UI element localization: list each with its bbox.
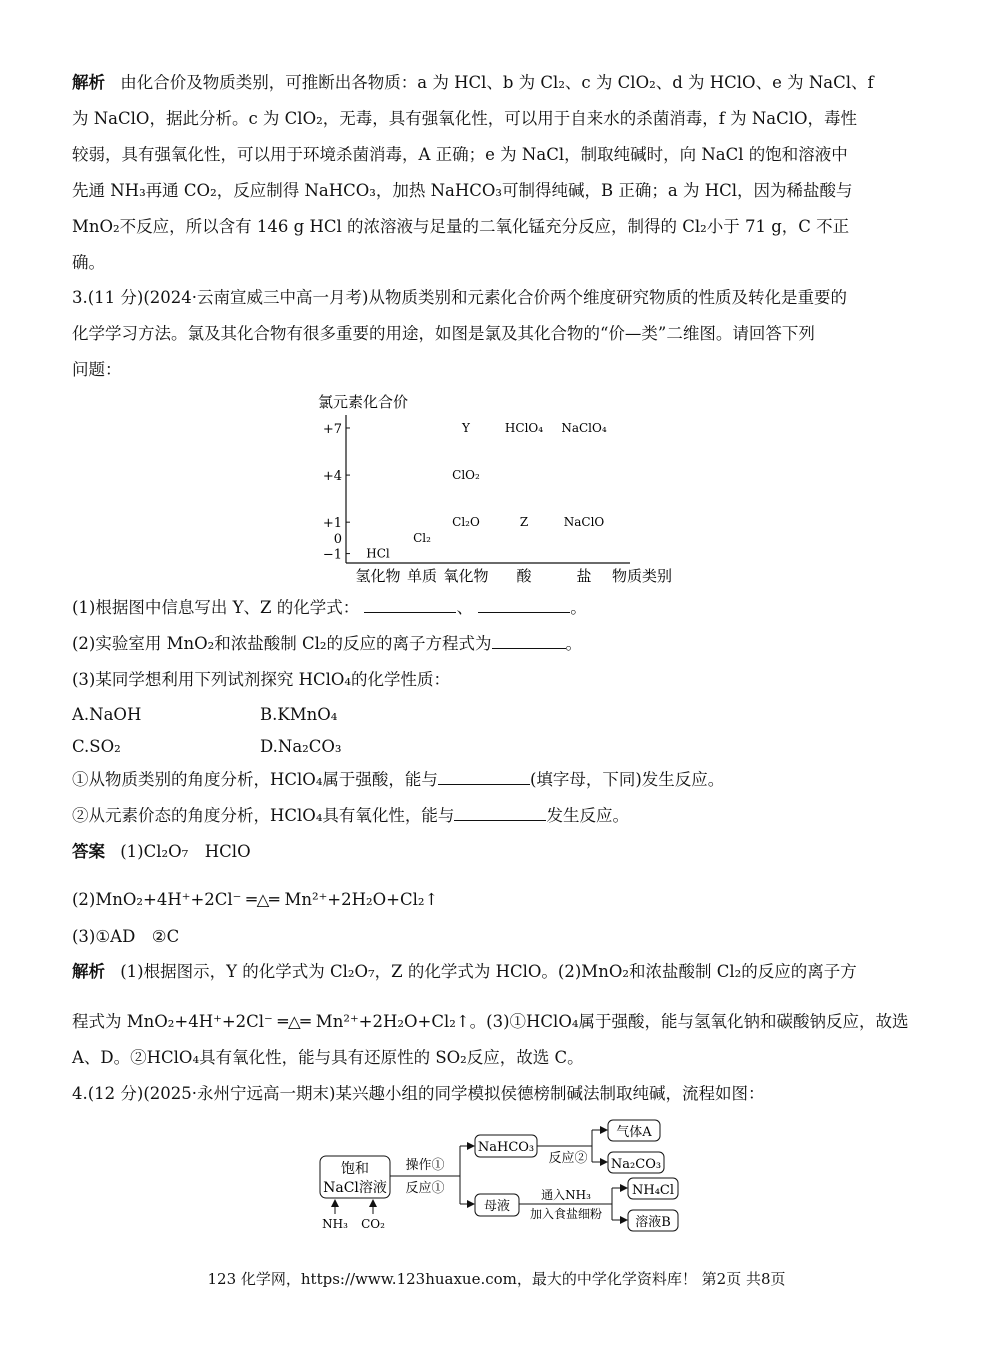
q3-analysis-line-3: A、D。②HClO₄具有氧化性，能与具有还原性的 SO₂反应，故选 C。 bbox=[72, 1048, 584, 1067]
answer-blank-equation[interactable] bbox=[492, 634, 566, 649]
analysis-text: 由化合价及物质类别，可推断出各物质：a 为 HCl、b 为 Cl₂、c 为 ClO₂、d 为 HClO、e 为 NaCl、f bbox=[120, 73, 874, 92]
condition-nh3: 通入NH₃ bbox=[541, 1188, 591, 1202]
analysis-label: 解析 bbox=[72, 73, 105, 92]
analysis-line-1 bbox=[72, 73, 874, 93]
point-label: HClO₄ bbox=[504, 420, 544, 435]
valence-class-chart bbox=[300, 385, 700, 590]
reaction-2: 反应② bbox=[548, 1151, 588, 1166]
q3-sub2-text: ②从元素价态的角度分析，HClO₄具有氧化性，能与 bbox=[72, 806, 455, 825]
chart-ylabel: 氯元素化合价 bbox=[318, 393, 409, 411]
condition-salt: 加入食盐细粉 bbox=[529, 1207, 603, 1221]
nahco3-label: NaHCO₃ bbox=[477, 1140, 535, 1155]
q3-part1 bbox=[72, 598, 587, 618]
y-tick-label: −1 bbox=[322, 547, 342, 563]
na2co3-label: Na₂CO₃ bbox=[610, 1157, 662, 1172]
option-c: C.SO₂ bbox=[72, 737, 121, 756]
q3-sub1-text: ①从物质类别的角度分析，HClO₄属于强酸，能与 bbox=[72, 770, 438, 789]
soda-process-flowchart bbox=[310, 1118, 690, 1236]
q3-analysis-label: 解析 bbox=[72, 962, 105, 981]
x-category-label: 单质 bbox=[406, 567, 438, 585]
point-label: HCl bbox=[366, 546, 390, 561]
answer-blank-y[interactable] bbox=[364, 598, 456, 613]
y-tick-label: +4 bbox=[322, 469, 342, 485]
option-d: D.Na₂CO₃ bbox=[260, 737, 342, 756]
answer-blank-z[interactable] bbox=[478, 598, 570, 613]
y-tick-label: +1 bbox=[322, 516, 342, 532]
q3-answer-line-1 bbox=[72, 842, 251, 862]
nh4cl-label: NH₄Cl bbox=[631, 1183, 675, 1198]
chart-xlabel: 物质类别 bbox=[612, 567, 673, 585]
answer-blank-oxidizer[interactable] bbox=[454, 806, 546, 821]
q3-answer-line-3: (3)①AD ②C bbox=[72, 927, 180, 946]
analysis-line-2: 为 NaClO，据此分析。c 为 ClO₂，无毒，具有强氧化性，可以用于自来水的杀菌消毒，f 为 NaClO，毒性 bbox=[72, 109, 858, 128]
analysis-line-6: 确。 bbox=[72, 253, 105, 272]
q3-part1-end: 。 bbox=[570, 598, 587, 617]
x-category-label: 盐 bbox=[576, 567, 592, 585]
analysis-line-4: 先通 NH₃再通 CO₂，反应制得 NaHCO₃，加热 NaHCO₃可制得纯碱，B 正确；a 为 HCl，因为稀盐酸与 bbox=[72, 181, 853, 200]
q3-part2 bbox=[72, 634, 582, 654]
q3-sub1 bbox=[72, 770, 724, 790]
q3-answer-line-2: (2)MnO₂+4H⁺+2Cl⁻ ═△═ Mn²⁺+2H₂O+Cl₂↑ bbox=[72, 890, 439, 909]
q3-stem-3: 问题： bbox=[72, 360, 122, 379]
x-category-label: 氢化物 bbox=[355, 567, 401, 585]
answer-label: 答案 bbox=[72, 842, 105, 861]
analysis-line-3: 较弱，具有强氧化性，可以用于环境杀菌消毒，A 正确；e 为 NaCl，制取纯碱时，向 NaCl 的饱和溶液中 bbox=[72, 145, 848, 164]
point-label: Y bbox=[462, 420, 470, 435]
q3-stem-1: 3.(11 分)(2024·云南宣威三中高一月考)从物质类别和元素化合价两个维度研究物质的性质及转化是重要的 bbox=[72, 288, 847, 307]
operation-1: 操作① bbox=[405, 1158, 445, 1173]
q3-part1-sep: 、 bbox=[456, 598, 473, 617]
q3-analysis-text: (1)根据图示，Y 的化学式为 Cl₂O₇，Z 的化学式为 HClO。(2)MnO₂和浓盐酸制 Cl₂的反应的离子方 bbox=[120, 962, 857, 981]
input-co2: CO₂ bbox=[361, 1217, 385, 1231]
start-line1: 饱和 bbox=[341, 1161, 369, 1177]
y-tick-label: 0 bbox=[333, 531, 342, 547]
reaction-1: 反应① bbox=[405, 1181, 445, 1196]
option-b: B.KMnO₄ bbox=[260, 705, 338, 724]
q3-stem-2: 化学学习方法。氯及其化合物有很多重要的用途，如图是氯及其化合物的“价—类”二维图。请回答下列 bbox=[72, 324, 815, 343]
mother-liquor-label: 母液 bbox=[483, 1199, 511, 1214]
q3-part3: (3)某同学想利用下列试剂探究 HClO₄的化学性质： bbox=[72, 670, 451, 689]
answer-blank-acid[interactable] bbox=[438, 770, 530, 785]
x-category-label: 酸 bbox=[516, 567, 532, 585]
answer-part1: (1)Cl₂O₇ HClO bbox=[120, 842, 251, 861]
q3-analysis-line-1 bbox=[72, 962, 857, 982]
q3-part2-end: 。 bbox=[565, 634, 583, 653]
page-footer: 123 化学网，https://www.123huaxue.com，最大的中学化学资料库！ 第2页 共8页 bbox=[207, 1270, 786, 1288]
x-category-label: 氧化物 bbox=[443, 567, 489, 585]
point-label: Z bbox=[519, 515, 529, 530]
input-nh3: NH₃ bbox=[322, 1217, 348, 1231]
point-label: NaClO bbox=[563, 515, 605, 530]
q3-sub2 bbox=[72, 806, 629, 826]
option-a: A.NaOH bbox=[72, 705, 142, 724]
analysis-line-5: MnO₂不反应，所以含有 146 g HCl 的浓溶液与足量的二氧化锰充分反应，制得的 Cl₂小于 71 g，C 不正 bbox=[72, 217, 850, 236]
q3-analysis-line-2: 程式为 MnO₂+4H⁺+2Cl⁻ ═△═ Mn²⁺+2H₂O+Cl₂↑。(3)①HClO₄属于强酸，能与氢氧化钠和碳酸钠反应，故选 bbox=[72, 1012, 909, 1031]
q4-stem: 4.(12 分)(2025·永州宁远高一期末)某兴趣小组的同学模拟侯德榜制碱法制取纯碱，流程如图： bbox=[72, 1084, 765, 1103]
solution-b-label: 溶液B bbox=[635, 1215, 671, 1230]
gas-a-label: 气体A bbox=[616, 1125, 652, 1140]
y-tick-label: +7 bbox=[322, 421, 342, 437]
q3-part1-text: (1)根据图中信息写出 Y、Z 的化学式： bbox=[72, 598, 360, 617]
start-line2: NaCl溶液 bbox=[323, 1180, 387, 1196]
q3-part2-text: (2)实验室用 MnO₂和浓盐酸制 Cl₂的反应的离子方程式为 bbox=[72, 634, 492, 653]
point-label: ClO₂ bbox=[452, 468, 480, 483]
q3-sub2-end: 发生反应。 bbox=[546, 806, 629, 825]
point-label: Cl₂O bbox=[452, 515, 480, 530]
point-label: NaClO₄ bbox=[561, 420, 607, 435]
point-label: Cl₂ bbox=[413, 530, 431, 545]
q3-sub1-end: (填字母，下同)发生反应。 bbox=[529, 770, 725, 789]
